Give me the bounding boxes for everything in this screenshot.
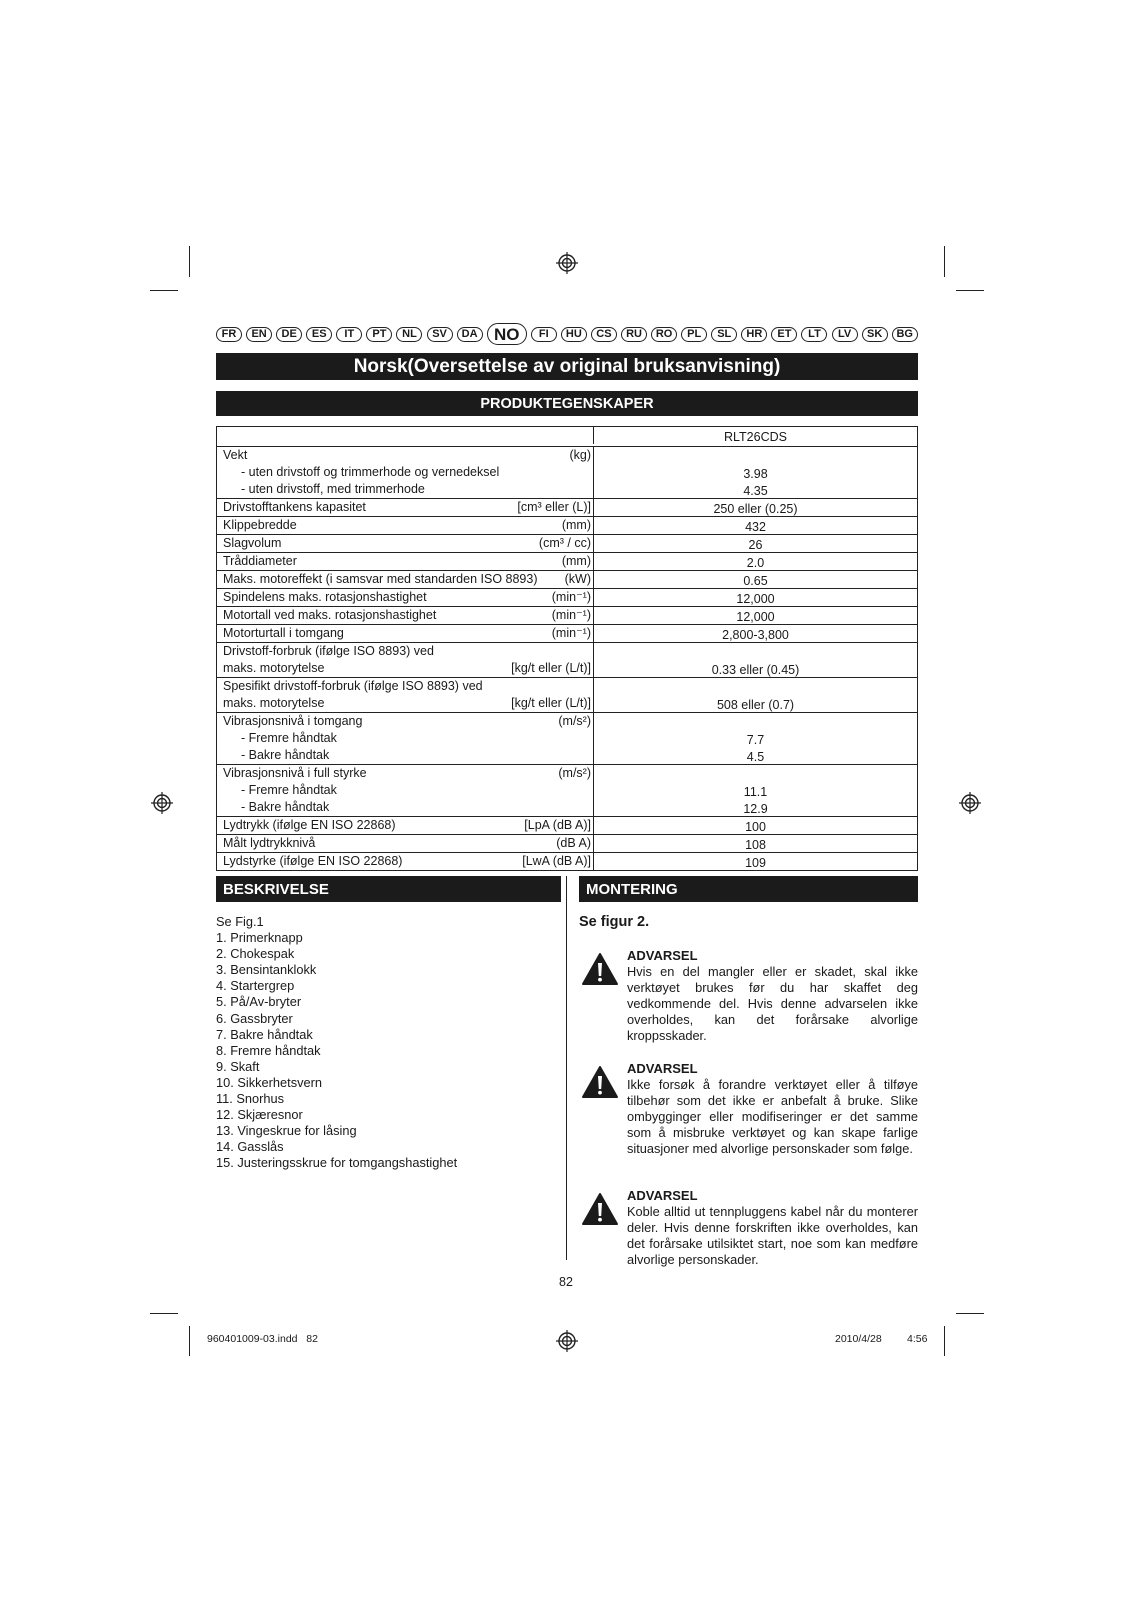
spec-label: Tråddiameter <box>223 554 297 568</box>
spec-table-row <box>217 816 917 834</box>
language-tab-fi[interactable]: FI <box>531 327 557 342</box>
spec-value: 0.33 eller (0.45) <box>711 663 800 677</box>
spec-value-cell <box>594 571 917 588</box>
spec-label: Vekt <box>223 448 248 462</box>
spec-label-cell <box>217 817 594 834</box>
language-tab-hu[interactable]: HU <box>561 327 587 342</box>
crop-mark <box>944 246 945 277</box>
warning-title: ADVARSEL <box>627 948 698 963</box>
spec-label-cell <box>217 517 594 534</box>
description-list-item: 2. Chokespak <box>216 946 295 962</box>
description-list-item: 13. Vingeskrue for låsing <box>216 1123 357 1139</box>
spec-value-cell <box>594 517 917 534</box>
spec-table-row <box>217 852 917 870</box>
spec-unit: [kg/t eller (L/t)] <box>511 661 591 675</box>
description-list-item: 15. Justeringsskrue for tomgangshastighet <box>216 1155 458 1171</box>
spec-value-cell <box>594 678 917 712</box>
spec-value-cell <box>594 643 917 677</box>
spec-table-row <box>217 642 917 677</box>
language-tab-ro[interactable]: RO <box>651 327 677 342</box>
spec-value: 432 <box>745 520 766 534</box>
column-divider <box>566 876 567 1260</box>
spec-label-cell <box>217 589 594 606</box>
spec-value-cell <box>594 447 917 498</box>
warning-text: Ikke forsøk å forandre verktøyet eller å tilføye tilbehør som det ikke er anbefalt å bruke. Slike ombygginger eller modifiseringer er det samme som å misbruke verktøyet og kan skape farlige situasjoner med alvorlige personskader som følge. <box>627 1077 918 1157</box>
spec-label-line <box>223 678 591 695</box>
spec-label: - uten drivstoff og trimmerhode og vernedeksel <box>241 465 500 479</box>
spec-table-row <box>217 570 917 588</box>
see-figure-label: Se figur 2. <box>579 914 650 930</box>
spec-value-cell <box>594 607 917 624</box>
spec-label: maks. motorytelse <box>223 661 325 675</box>
spec-label: Lydtrykk (ifølge EN ISO 22868) <box>223 818 396 832</box>
language-tab-da[interactable]: DA <box>457 327 483 342</box>
spec-table-row <box>217 624 917 642</box>
spec-label: - Fremre håndtak <box>241 731 337 745</box>
spec-label-line <box>223 799 591 816</box>
spec-table-header-row <box>217 427 917 446</box>
spec-value <box>594 678 917 695</box>
spec-label: Klippebredde <box>223 518 297 532</box>
spec-label-line <box>223 853 591 870</box>
warning-triangle-icon <box>581 1065 619 1099</box>
spec-value: 109 <box>745 856 766 870</box>
language-tab-cs[interactable]: CS <box>591 327 617 342</box>
spec-label: Motorturtall i tomgang <box>223 626 344 640</box>
spec-label-line <box>223 747 591 764</box>
section-heading-montering: MONTERING <box>579 876 918 902</box>
section-heading-beskrivelse: BESKRIVELSE <box>216 876 561 902</box>
spec-label-cell <box>217 678 594 712</box>
spec-value-cell <box>594 713 917 764</box>
language-tab-es[interactable]: ES <box>306 327 332 342</box>
footer-filename: 960401009-03.indd 82 <box>207 1333 318 1345</box>
language-tab-no[interactable]: NO <box>487 323 527 345</box>
spec-table-row <box>217 677 917 712</box>
spec-table-row <box>217 552 917 570</box>
warning-title: ADVARSEL <box>627 1188 698 1203</box>
spec-value: 508 eller (0.7) <box>716 698 795 712</box>
language-tab-de[interactable]: DE <box>276 327 302 342</box>
footer-date: 2010/4/28 <box>835 1333 882 1345</box>
spec-unit: (min⁻¹) <box>551 590 591 604</box>
language-tab-pt[interactable]: PT <box>366 327 392 342</box>
spec-table-row <box>217 712 917 764</box>
language-tab-bg[interactable]: BG <box>892 327 918 342</box>
spec-value: 4.35 <box>743 484 768 498</box>
description-intro: Se Fig.1 <box>216 914 264 929</box>
spec-label-line <box>223 835 591 852</box>
spec-unit: [LwA (dB A)] <box>522 854 591 868</box>
spec-unit: (kg) <box>569 448 591 462</box>
spec-unit: (cm³ / cc) <box>538 536 591 550</box>
spec-table-row <box>217 764 917 816</box>
spec-value: 26 <box>748 538 763 552</box>
spec-label-line <box>223 553 591 570</box>
spec-unit: (mm) <box>561 518 591 532</box>
spec-table-row <box>217 498 917 516</box>
spec-value: 12,000 <box>736 592 775 606</box>
spec-value-cell <box>594 765 917 816</box>
description-list-item: 5. På/Av-bryter <box>216 994 302 1010</box>
spec-value <box>594 765 917 782</box>
spec-label-line <box>223 607 591 624</box>
spec-value <box>594 447 917 464</box>
spec-label-line <box>223 447 591 464</box>
warning-triangle-icon <box>581 1192 619 1226</box>
spec-unit: (dB A) <box>556 836 591 850</box>
spec-label-line <box>223 499 591 516</box>
spec-label-cell <box>217 447 594 498</box>
spec-label-line <box>223 765 591 782</box>
crop-mark <box>956 290 984 291</box>
spec-table-row <box>217 534 917 552</box>
spec-value-cell <box>594 553 917 570</box>
spec-label: - uten drivstoff, med trimmerhode <box>241 482 425 496</box>
spec-label-line <box>223 481 591 498</box>
spec-value: 100 <box>745 820 766 834</box>
language-tab-lv[interactable]: LV <box>832 327 858 342</box>
spec-label-cell <box>217 643 594 677</box>
description-list-item: 9. Skaft <box>216 1058 260 1074</box>
spec-label-line <box>223 660 591 677</box>
crop-mark <box>944 1326 945 1356</box>
language-tab-ru[interactable]: RU <box>621 327 647 342</box>
spec-value <box>594 713 917 730</box>
crop-mark <box>189 1326 190 1356</box>
spec-label-cell <box>217 625 594 642</box>
spec-label-line <box>223 464 591 481</box>
spec-value: 108 <box>745 838 766 852</box>
page-number: 82 <box>559 1275 573 1289</box>
spec-value <box>594 643 917 660</box>
spec-label-line <box>223 730 591 747</box>
crop-mark <box>189 246 190 277</box>
language-tab-sk[interactable]: SK <box>862 327 888 342</box>
crop-mark <box>150 1313 178 1314</box>
spec-label-cell <box>217 853 594 870</box>
spec-label-cell <box>217 535 594 552</box>
description-list-item: 7. Bakre håndtak <box>216 1026 313 1042</box>
spec-label-line <box>223 643 591 660</box>
spec-label: Drivstoff-forbruk (ifølge ISO 8893) ved <box>223 644 434 658</box>
spec-value: 12.9 <box>743 802 768 816</box>
language-tab-it[interactable]: IT <box>336 327 362 342</box>
spec-label: Lydstyrke (ifølge EN ISO 22868) <box>223 854 403 868</box>
spec-table-row <box>217 446 917 498</box>
spec-label: Spindelens maks. rotasjonshastighet <box>223 590 427 604</box>
language-tab-sl[interactable]: SL <box>711 327 737 342</box>
description-list-item: 14. Gasslås <box>216 1139 284 1155</box>
spec-label-cell <box>217 765 594 816</box>
language-selector-bar <box>216 324 918 344</box>
spec-unit: (m/s²) <box>558 766 591 780</box>
spec-unit: (min⁻¹) <box>551 626 591 640</box>
language-tab-fr[interactable]: FR <box>216 327 242 342</box>
spec-value: 11.1 <box>743 785 768 799</box>
spec-label-cell <box>217 571 594 588</box>
spec-label-cell <box>217 499 594 516</box>
spec-table-row <box>217 606 917 624</box>
warning-text: Hvis en del mangler eller er skadet, skal ikke verktøyet brukes før du har skaffet deg vedkommende del. Hvis denne advarselen ikke overholdes, kan det forårsake alvorlige kroppsskader. <box>627 964 918 1044</box>
description-list-item: 1. Primerknapp <box>216 930 303 946</box>
spec-table-row <box>217 834 917 852</box>
registration-mark-icon <box>556 1330 578 1352</box>
spec-table-row <box>217 588 917 606</box>
spec-label: - Fremre håndtak <box>241 783 337 797</box>
spec-unit: (mm) <box>561 554 591 568</box>
spec-label: Vibrasjonsnivå i tomgang <box>223 714 363 728</box>
spec-value-cell <box>594 499 917 516</box>
spec-value: 4.5 <box>746 750 765 764</box>
spec-value: 12,000 <box>736 610 775 624</box>
spec-label-cell <box>217 607 594 624</box>
description-list-item: 12. Skjæresnor <box>216 1107 303 1123</box>
spec-label: Vibrasjonsnivå i full styrke <box>223 766 367 780</box>
spec-label-line <box>223 695 591 712</box>
spec-label-line <box>223 782 591 799</box>
spec-unit: [cm³ eller (L)] <box>517 500 591 514</box>
description-list-item: 6. Gassbryter <box>216 1010 293 1026</box>
spec-label-cell <box>217 553 594 570</box>
spec-unit: (min⁻¹) <box>551 608 591 622</box>
description-list-item: 8. Fremre håndtak <box>216 1042 321 1058</box>
crop-mark <box>150 290 178 291</box>
spec-table <box>216 426 918 871</box>
language-tab-sv[interactable]: SV <box>427 327 453 342</box>
spec-label: - Bakre håndtak <box>241 748 330 762</box>
spec-label: - Bakre håndtak <box>241 800 330 814</box>
language-tab-nl[interactable]: NL <box>396 327 422 342</box>
spec-table-model: RLT26CDS <box>724 430 787 444</box>
warning-triangle-icon <box>581 952 619 986</box>
spec-label-cell <box>217 713 594 764</box>
footer-time: 4:56 <box>907 1333 928 1345</box>
language-tab-lt[interactable]: LT <box>801 327 827 342</box>
registration-mark-icon <box>556 252 578 274</box>
spec-unit: [kg/t eller (L/t)] <box>511 696 591 710</box>
spec-unit: (m/s²) <box>558 714 591 728</box>
spec-label: Spesifikt drivstoff-forbruk (ifølge ISO 8893) ved <box>223 679 483 693</box>
spec-value-cell <box>594 589 917 606</box>
registration-mark-icon <box>151 792 173 814</box>
language-tab-et[interactable]: ET <box>771 327 797 342</box>
spec-label-cell <box>217 835 594 852</box>
registration-mark-icon <box>959 792 981 814</box>
spec-value: 2,800-3,800 <box>722 628 789 642</box>
spec-value-cell <box>594 535 917 552</box>
warning-text: Koble alltid ut tennpluggens kabel når du monterer deler. Hvis denne forskriften ikke overholdes, kan det forårsake utilsiktet start, noe som kan medføre alvorlige personskader. <box>627 1204 918 1268</box>
spec-value: 250 eller (0.25) <box>713 502 798 516</box>
spec-value: 0.65 <box>743 574 768 588</box>
spec-label-line <box>223 517 591 534</box>
spec-label-line <box>223 625 591 642</box>
spec-label: Motortall ved maks. rotasjonshastighet <box>223 608 437 622</box>
spec-table-row <box>217 516 917 534</box>
spec-value-cell <box>594 835 917 852</box>
spec-unit: (kW) <box>564 572 591 586</box>
spec-table-header-blank <box>217 427 594 444</box>
description-list <box>216 914 457 1172</box>
spec-value: 7.7 <box>746 733 765 747</box>
description-list-item: 11. Snorhus <box>216 1091 285 1107</box>
description-list-item: 4. Startergrep <box>216 978 295 994</box>
spec-label: Maks. motoreffekt (i samsvar med standarden ISO 8893) <box>223 572 538 586</box>
description-list-item: 10. Sikkerhetsvern <box>216 1074 322 1090</box>
crop-mark <box>956 1313 984 1314</box>
description-list-item: 3. Bensintanklokk <box>216 962 317 978</box>
section-title-produktegenskaper: PRODUKTEGENSKAPER <box>216 391 918 416</box>
spec-label-line <box>223 535 591 552</box>
spec-unit: [LpA (dB A)] <box>524 818 591 832</box>
spec-label-line <box>223 571 591 588</box>
spec-value: 2.0 <box>746 556 765 570</box>
spec-value-cell <box>594 853 917 870</box>
language-tab-hr[interactable]: HR <box>741 327 767 342</box>
spec-label: maks. motorytelse <box>223 696 325 710</box>
spec-label-line <box>223 817 591 834</box>
spec-value-cell <box>594 817 917 834</box>
spec-value-cell <box>594 625 917 642</box>
language-tab-en[interactable]: EN <box>246 327 272 342</box>
language-tab-pl[interactable]: PL <box>681 327 707 342</box>
spec-label-line <box>223 713 591 730</box>
spec-value: 3.98 <box>743 467 768 481</box>
spec-label: Målt lydtrykknivå <box>223 836 316 850</box>
spec-label: Slagvolum <box>223 536 282 550</box>
page-title: Norsk(Oversettelse av original bruksanvisning) <box>216 353 918 380</box>
spec-label: Drivstofftankens kapasitet <box>223 500 366 514</box>
spec-label-line <box>223 589 591 606</box>
warning-title: ADVARSEL <box>627 1061 698 1076</box>
